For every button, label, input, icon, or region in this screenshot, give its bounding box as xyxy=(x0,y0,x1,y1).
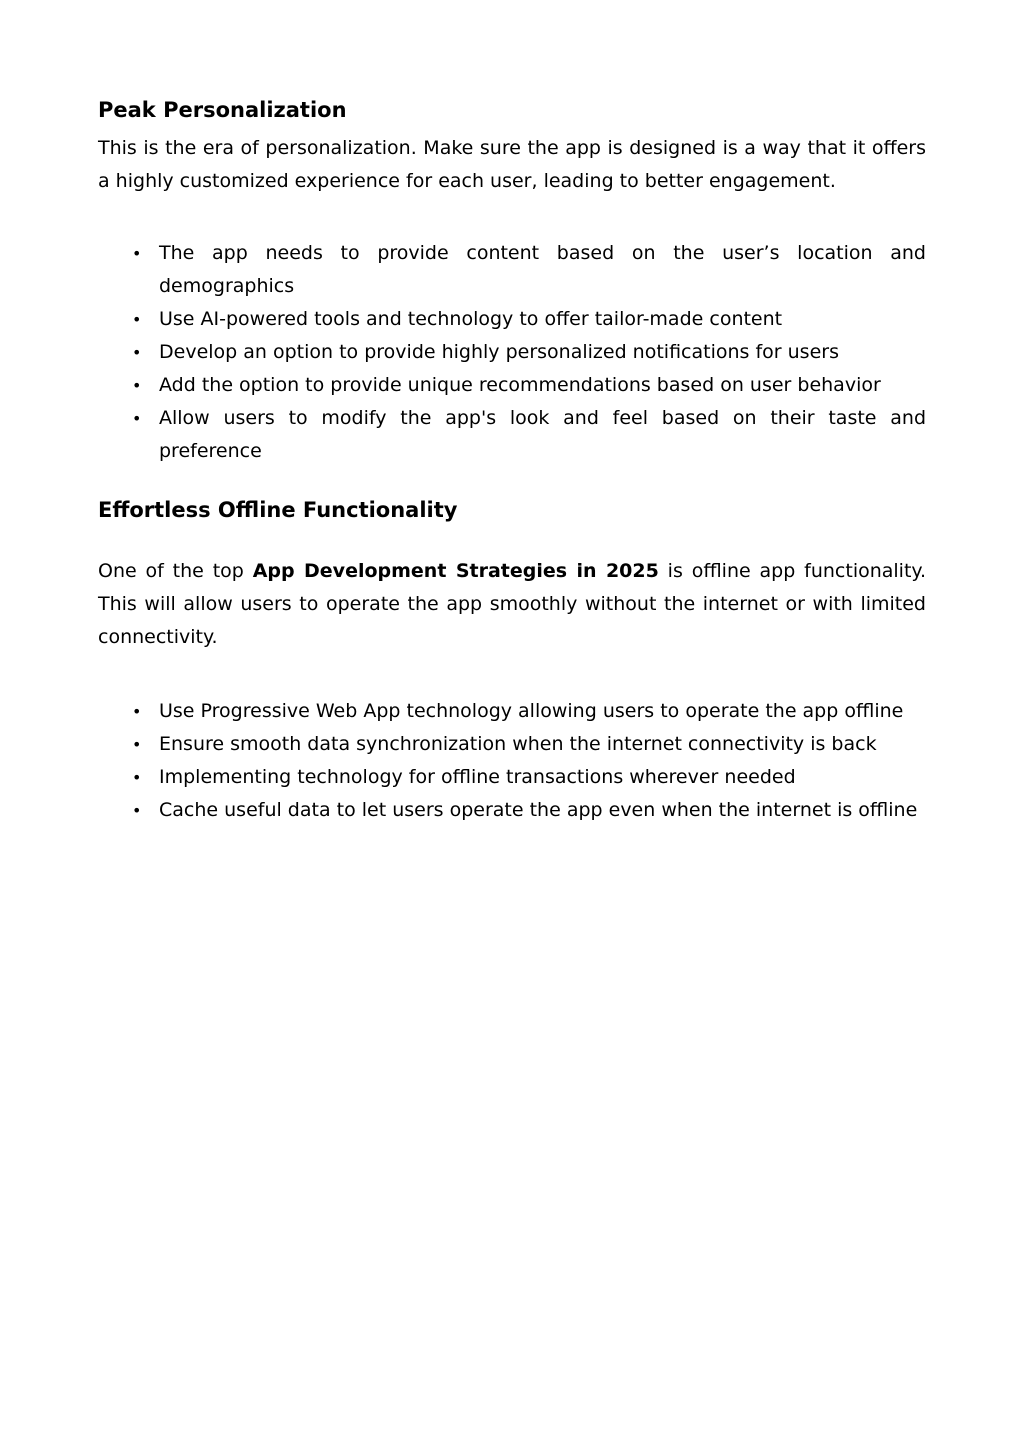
list-item: • Use Progressive Web App technology allowing users to operate the app offline xyxy=(159,695,926,728)
list-item: • The app needs to provide content based on the user’s location and demographics xyxy=(159,237,926,303)
bold-phrase: App Development Strategies in 2025 xyxy=(252,560,659,582)
section-heading-offline-functionality: Effortless Offline Functionality xyxy=(98,498,458,522)
bullet-list-offline xyxy=(98,695,926,827)
section-heading-peak-personalization: Peak Personalization xyxy=(98,98,347,122)
list-item: • Allow users to modify the app's look and feel based on their taste and preference xyxy=(159,402,926,468)
list-item: • Implementing technology for offline transactions wherever needed xyxy=(159,761,926,794)
paragraph-text: One of the top xyxy=(98,560,253,582)
section-paragraph-personalization: This is the era of personalization. Make sure the app is designed is a way that it offers a highly customized experience for each user, leading to better engagement. xyxy=(98,137,926,192)
list-item: • Ensure smooth data synchronization when the internet connectivity is back xyxy=(159,728,926,761)
paragraph-text: is offline app functionality. This will allow users to operate the app smoothly without the internet or with limited connectivity. xyxy=(98,560,926,648)
section-paragraph-offline xyxy=(98,555,926,654)
list-item: • Use AI-powered tools and technology to offer tailor-made content xyxy=(159,303,926,336)
bullet-list-personalization xyxy=(98,237,926,468)
list-item: • Add the option to provide unique recommendations based on user behavior xyxy=(159,369,926,402)
list-item: • Develop an option to provide highly personalized notifications for users xyxy=(159,336,926,369)
document-page xyxy=(98,94,926,827)
list-item: • Cache useful data to let users operate the app even when the internet is offline xyxy=(159,794,926,827)
